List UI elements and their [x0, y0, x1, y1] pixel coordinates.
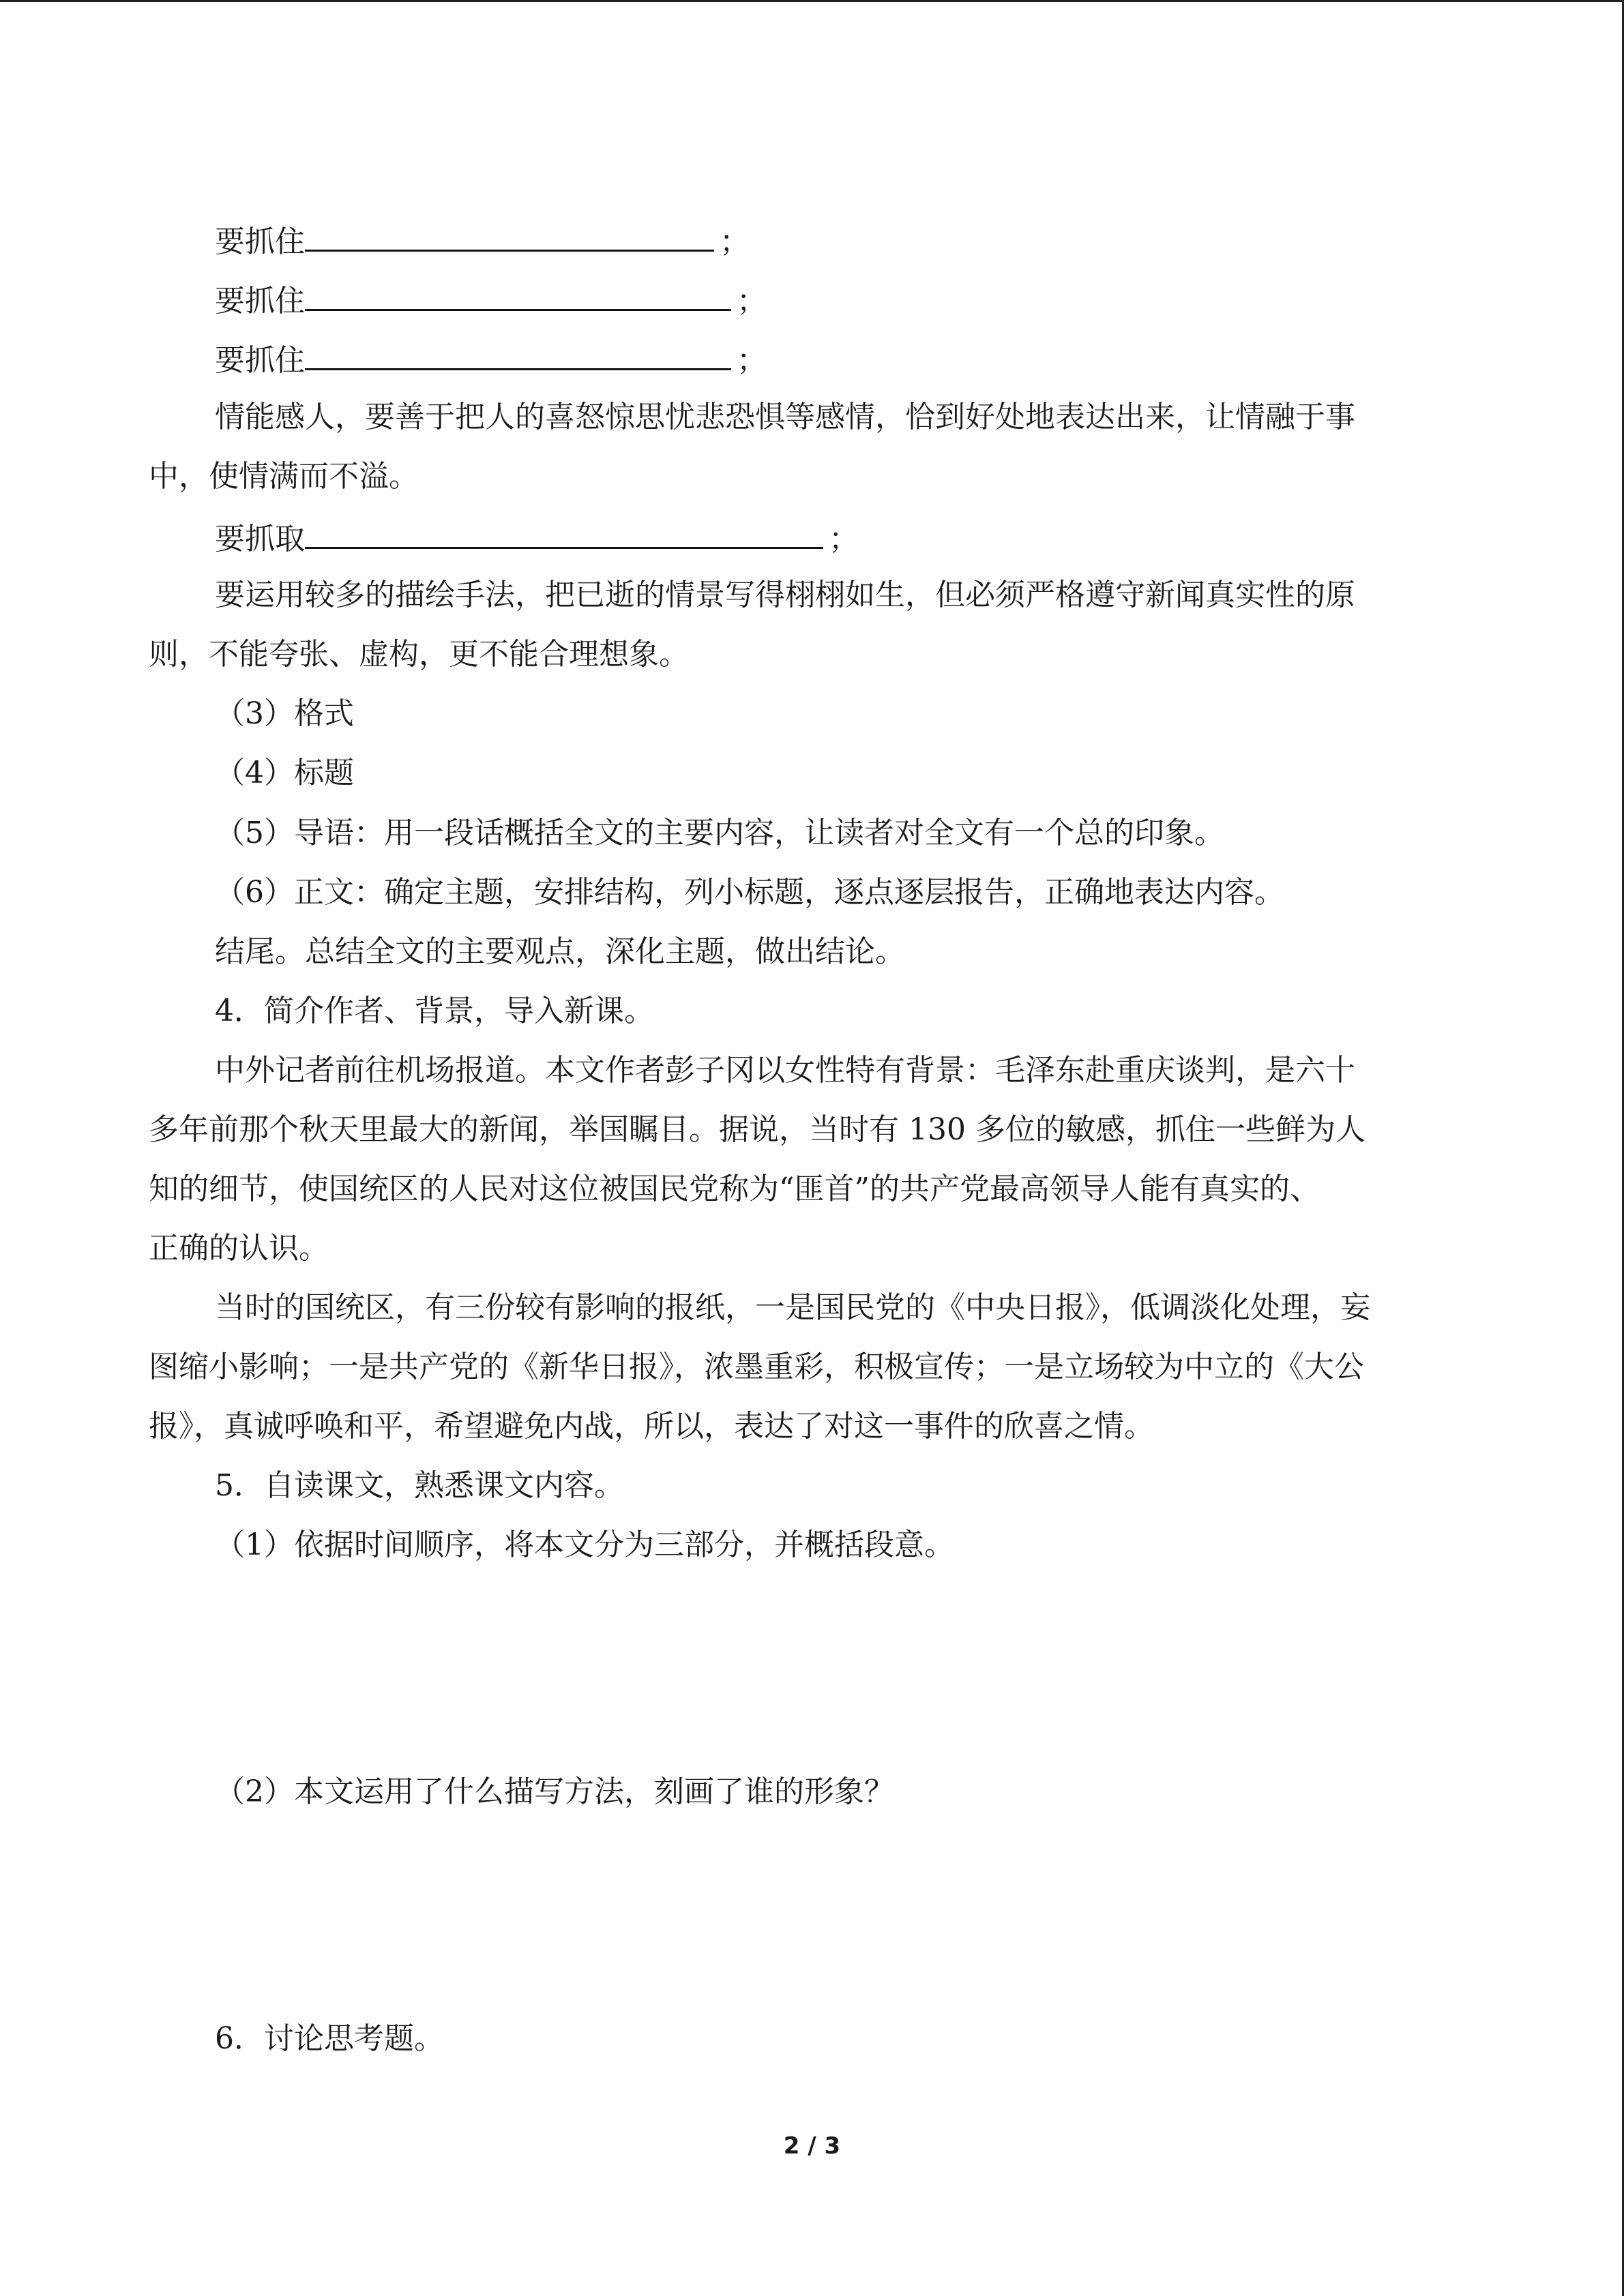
page-number: 2 / 3 — [783, 2132, 841, 2160]
answer-blank[interactable] — [305, 516, 823, 549]
paragraph-line: 中，使情满而不溢。 — [149, 459, 419, 494]
paragraph-line: 中外记者前往机场报道。本文作者彭子冈以女性特有背景：毛泽东赴重庆谈判，是六十 — [215, 1053, 1355, 1088]
paragraph-line: 正确的认识。 — [149, 1231, 329, 1266]
line-prefix: 要抓住 — [215, 224, 305, 259]
paragraph-line: 当时的国统区，有三份较有影响的报纸，一是国民党的《中央日报》，低调淡化处理，妄 — [215, 1290, 1370, 1325]
subheading-lead: （5）导语：用一段话概括全文的主要内容，让读者对全文有一个总的印象。 — [215, 816, 1224, 850]
subheading-body: （6）正文：确定主题，安排结构，列小标题，逐点逐层报告，正确地表达内容。 — [215, 875, 1284, 910]
paragraph-line: 多年前那个秋天里最大的新闻，举国瞩目。据说，当时有 130 多位的敏感，抓住一些鲜为人 — [149, 1112, 1365, 1147]
line-prefix: 要抓取 — [215, 522, 305, 556]
answer-blank[interactable] — [305, 218, 714, 252]
subheading-format: （3）格式 — [215, 696, 354, 731]
section-heading-6: 6．讨论思考题。 — [215, 2021, 444, 2056]
paragraph-line: 要运用较多的描绘手法，把已逝的情景写得栩栩如生，但必须严格遵守新闻真实性的原 — [215, 578, 1355, 612]
fill-in-line-3 — [215, 337, 767, 381]
fill-in-line-2 — [215, 278, 767, 322]
question-1: （1）依据时间顺序，将本文分为三部分，并概括段意。 — [215, 1527, 954, 1562]
line-suffix: ； — [737, 284, 767, 318]
answer-blank[interactable] — [305, 278, 731, 311]
line-suffix: ； — [829, 522, 859, 556]
paragraph-line: 情能感人，要善于把人的喜怒惊思忧悲恐惧等感情，恰到好处地表达出来，让情融于事 — [215, 400, 1355, 434]
question-2: （2）本文运用了什么描写方法，刻画了谁的形象？ — [215, 1774, 894, 1809]
line-prefix: 要抓住 — [215, 284, 305, 318]
paragraph-line: 图缩小影响；一是共产党的《新华日报》，浓墨重彩，积极宣传；一是立场较为中立的《大公 — [149, 1350, 1364, 1384]
line-prefix: 要抓住 — [215, 343, 305, 378]
paragraph-line: 知的细节，使国统区的人民对这位被国民党称为“匪首”的共产党最高领导人能有真实的、 — [149, 1172, 1320, 1206]
fill-in-line-1 — [215, 218, 750, 263]
paragraph-line: 则，不能夸张、虚构，更不能合理想象。 — [149, 637, 689, 672]
fill-in-line-4 — [215, 516, 859, 560]
paragraph-line: 结尾。总结全文的主要观点，深化主题，做出结论。 — [215, 934, 905, 969]
line-suffix: ； — [737, 343, 767, 378]
answer-blank[interactable] — [305, 337, 731, 370]
subheading-title: （4）标题 — [215, 756, 354, 790]
section-heading-4: 4．简介作者、背景，导入新课。 — [215, 994, 654, 1028]
line-suffix: ； — [720, 224, 750, 259]
paragraph-line: 报》，真诚呼唤和平，希望避免内战，所以，表达了对这一事件的欣喜之情。 — [149, 1409, 1154, 1444]
section-heading-5: 5．自读课文，熟悉课文内容。 — [215, 1468, 624, 1503]
